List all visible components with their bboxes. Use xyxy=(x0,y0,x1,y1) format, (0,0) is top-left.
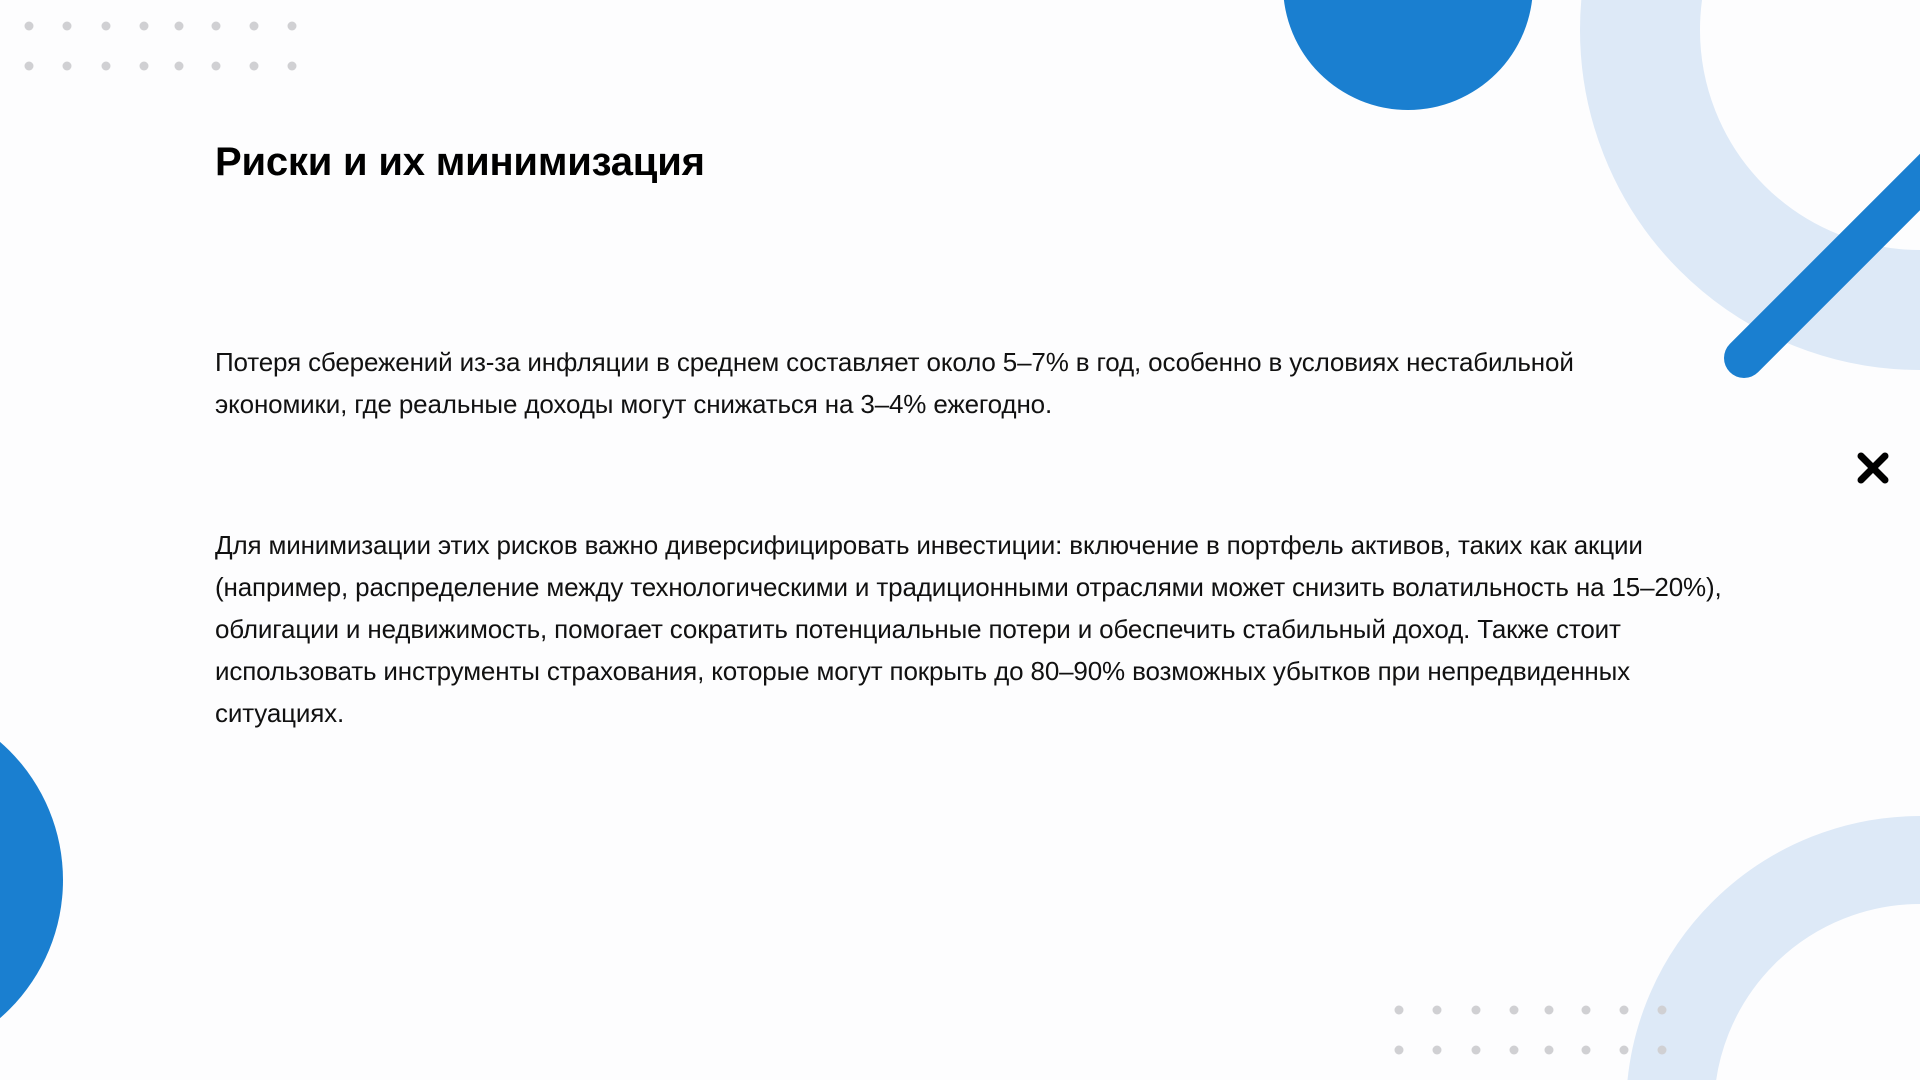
deco-dot-grid-top-left xyxy=(25,22,297,71)
close-icon xyxy=(1853,448,1893,488)
deco-circle-top xyxy=(1283,0,1533,110)
deco-arc-bottom-right xyxy=(1670,860,1920,1080)
slide-title: Риски и их минимизация xyxy=(215,140,705,184)
close-button[interactable] xyxy=(1853,448,1893,488)
deco-circle-bottom-left xyxy=(0,697,63,1063)
paragraph-inflation-risk: Потеря сбережений из-за инфляции в среднем составляет около 5–7% в год, особенно в условиях нестабильной экономики, где реальные доходы могут снижаться на 3–4% ежегодно. xyxy=(215,347,1574,419)
deco-arc-top-right xyxy=(1640,0,1920,310)
deco-dot-grid-bottom-right xyxy=(1395,1006,1667,1055)
paragraph-risk-minimization: Для минимизации этих рисков важно диверсифицировать инвестиции: включение в портфель активов, таких как акции (например, распределение между технологическими и традиционными отраслями может снизить волатильность на 15–20%), облигации и недвижимость, помогает сократить потенциальные потери и обеспечить стабильный доход. Также стоит использовать инструменты страхования, которые могут покрыть до 80–90% возможных убытков при непредвиденных ситуациях. xyxy=(215,530,1722,728)
